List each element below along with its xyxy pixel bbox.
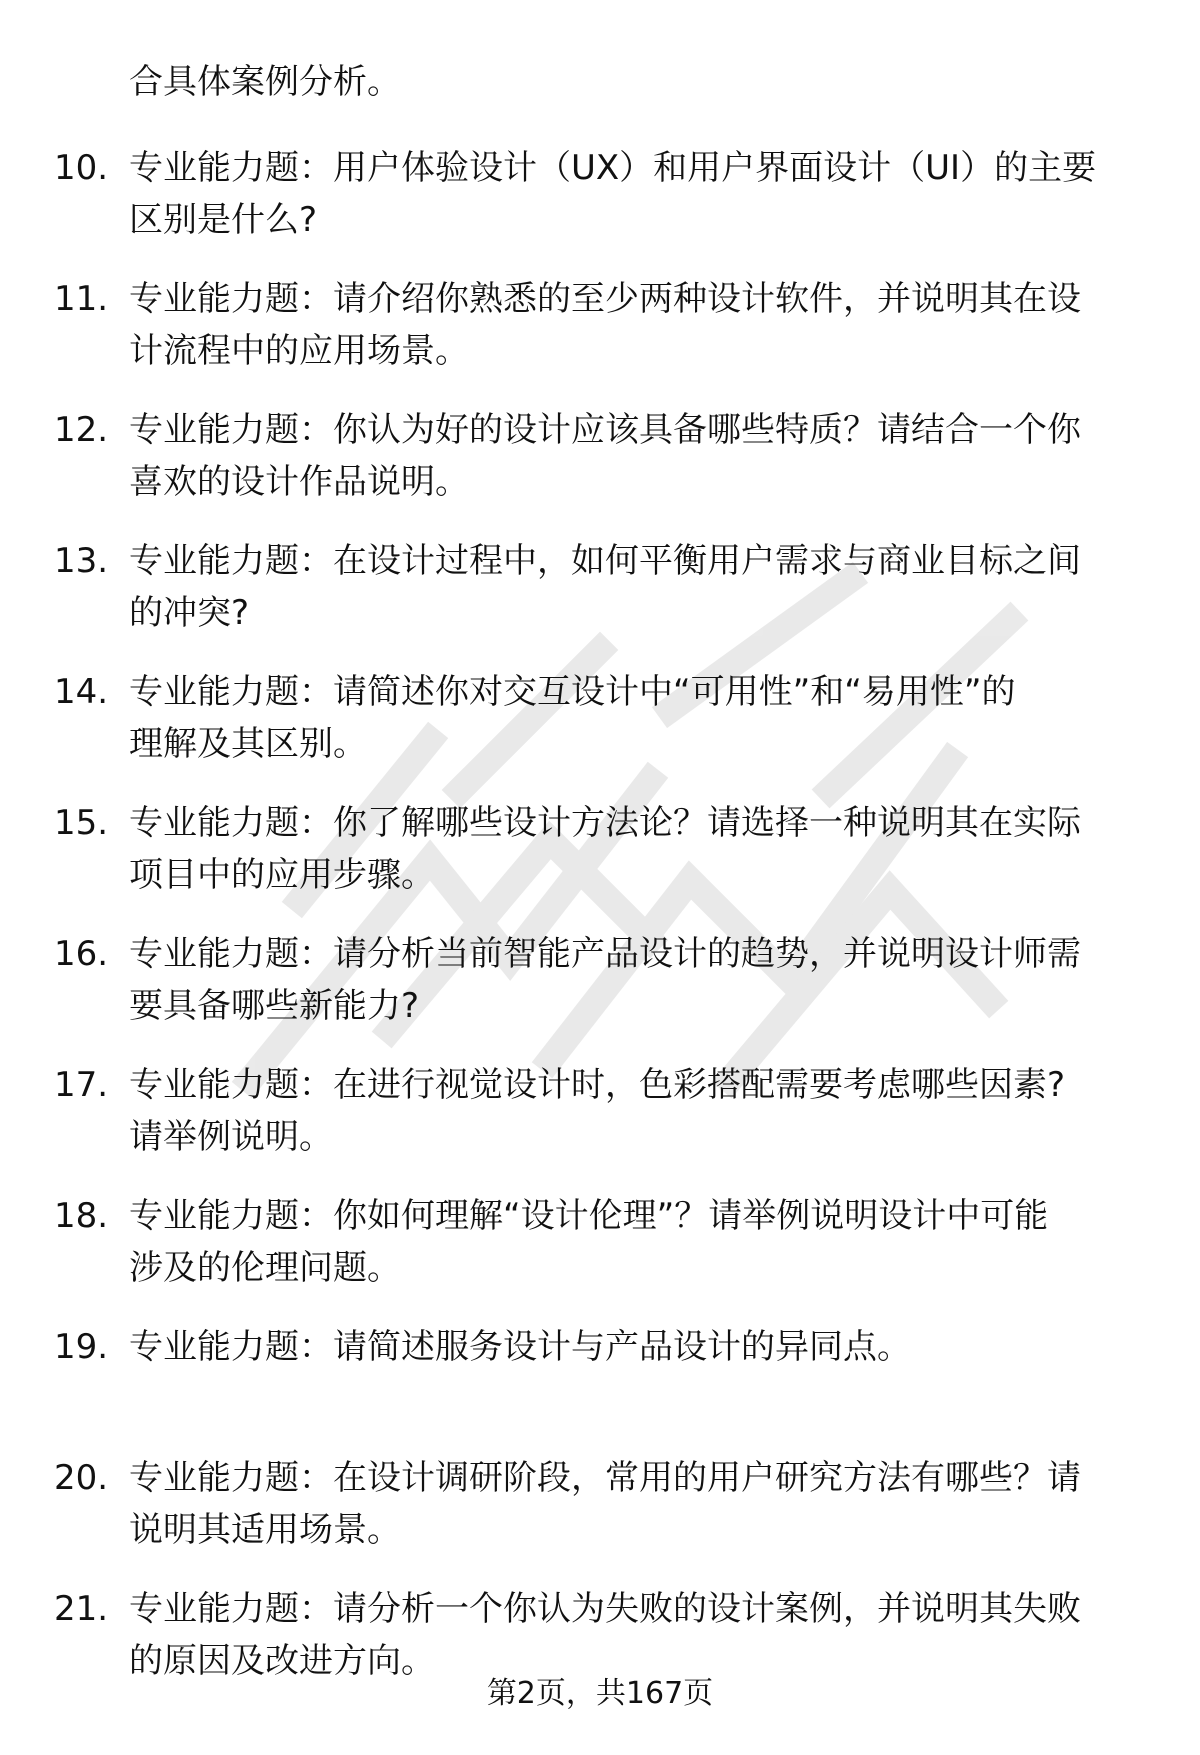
question-text-line: 专业能力题：在进行视觉设计时，色彩搭配需要考虑哪些因素? (129, 1065, 1066, 1105)
question-text-line: 喜欢的设计作品说明。 (129, 462, 469, 502)
question-text-line: 要具备哪些新能力? (129, 986, 420, 1026)
question-text-line: 区别是什么? (129, 200, 318, 240)
question-text-line: 专业能力题：请分析当前智能产品设计的趋势，并说明设计师需 (129, 934, 1081, 974)
question-text (129, 535, 1149, 639)
question-number: 13. (54, 541, 109, 581)
question-number: 15. (54, 803, 109, 843)
question-text-line: 说明其适用场景。 (129, 1510, 401, 1550)
question-item (0, 535, 1200, 666)
question-number: 16. (54, 934, 109, 974)
question-text-line: 专业能力题：请简述服务设计与产品设计的异同点。 (129, 1327, 911, 1367)
question-text-line: 计流程中的应用场景。 (129, 331, 469, 371)
question-text (129, 273, 1149, 377)
question-number: 10. (54, 148, 109, 188)
question-text-line: 的冲突? (129, 593, 250, 633)
question-number: 11. (54, 279, 109, 319)
question-item (0, 273, 1200, 404)
question-number: 12. (54, 410, 109, 450)
question-number: 20. (54, 1458, 109, 1498)
question-text (129, 928, 1149, 1032)
question-item (0, 797, 1200, 928)
question-text-line: 专业能力题：你了解哪些设计方法论？请选择一种说明其在实际 (129, 803, 1081, 843)
question-text-line: 理解及其区别。 (129, 724, 367, 764)
question-number: 19. (54, 1327, 109, 1367)
question-text (129, 1059, 1149, 1163)
question-text (129, 797, 1149, 901)
question-text (129, 1452, 1149, 1556)
continued-text: 合具体案例分析。 (129, 62, 401, 102)
question-item (0, 1190, 1200, 1321)
question-number: 18. (54, 1196, 109, 1236)
question-text (129, 666, 1149, 770)
question-text-line: 专业能力题：你如何理解“设计伦理”？请举例说明设计中可能 (129, 1196, 1049, 1236)
question-item (0, 666, 1200, 797)
question-item (0, 404, 1200, 535)
question-text-line: 专业能力题：你认为好的设计应该具备哪些特质？请结合一个你 (129, 410, 1081, 450)
question-text-line: 专业能力题：请分析一个你认为失败的设计案例，并说明其失败 (129, 1589, 1081, 1629)
question-number: 17. (54, 1065, 109, 1105)
question-text-line: 专业能力题：在设计过程中，如何平衡用户需求与商业目标之间 (129, 541, 1081, 581)
question-item (0, 1452, 1200, 1583)
question-text (129, 142, 1149, 246)
question-text (129, 1190, 1149, 1294)
question-text-line: 涉及的伦理问题。 (129, 1248, 401, 1288)
question-item (0, 1321, 1200, 1452)
question-text-line: 专业能力题：请介绍你熟悉的至少两种设计软件，并说明其在设 (129, 279, 1081, 319)
question-text-line: 的原因及改进方向。 (129, 1641, 435, 1681)
question-text (129, 404, 1149, 508)
question-number: 14. (54, 672, 109, 712)
question-item (0, 928, 1200, 1059)
question-text-line: 专业能力题：在设计调研阶段，常用的用户研究方法有哪些？请 (129, 1458, 1081, 1498)
question-text (129, 1321, 1149, 1373)
question-text-line: 项目中的应用步骤。 (129, 855, 435, 895)
question-list (0, 142, 1200, 1714)
question-text-line: 请举例说明。 (129, 1117, 333, 1157)
question-text-line: 专业能力题：用户体验设计（UX）和用户界面设计（UI）的主要 (129, 148, 1097, 188)
question-text-line: 专业能力题：请简述你对交互设计中“可用性”和“易用性”的 (129, 672, 1016, 712)
question-number: 21. (54, 1589, 109, 1629)
question-item (0, 142, 1200, 273)
page-footer: 第2页，共167页 (486, 1676, 714, 1711)
question-item (0, 1059, 1200, 1190)
